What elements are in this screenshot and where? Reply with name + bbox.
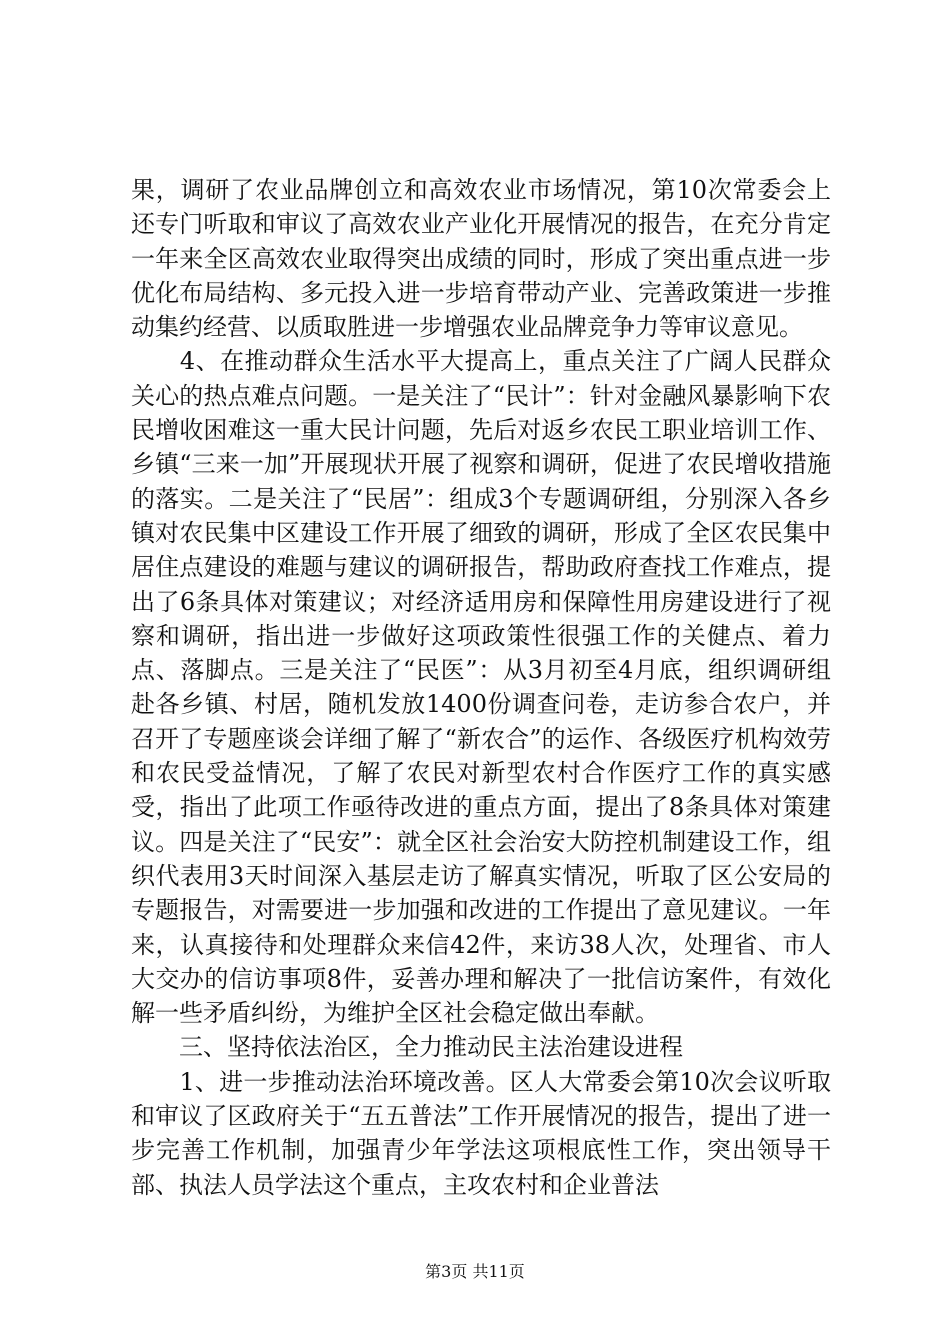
document-body bbox=[131, 173, 831, 1202]
section-heading-rule-of-law: 三、坚持依法治区，全力推动民主法治建设进程 bbox=[131, 1033, 683, 1062]
paragraph-continuation: 果，调研了农业品牌创立和高效农业市场情况，第10次常委会上还专门听取和审议了高效农业产业化开展情况的报告，在充分肯定一年来全区高效农业取得突出成绩的同时，形成了突出重点进一步优化布局结构、多元投入进一步培育带动产业、完善政策进一步推动集约经营、以质取胜进一步增强农业品牌竞争力等审议意见。 bbox=[131, 176, 831, 342]
page-footer: 第3页 共11页 bbox=[425, 1262, 525, 1281]
paragraph-legal-environment: 1、进一步推动法治环境改善。区人大常委会第10次会议听取和审议了区政府关于“五五普法”工作开展情况的报告，提出了进一步完善工作机制，加强青少年学法这项根底性工作，突出领导干部、执法人员学法这个重点，主攻农村和企业普法 bbox=[131, 1067, 831, 1199]
paragraph-people-livelihood: 4、在推动群众生活水平大提高上，重点关注了广阔人民群众关心的热点难点问题。一是关注了“民计”：针对金融风暴影响下农民增收困难这一重大民计问题，先后对返乡农民工职业培训工作、乡镇“三来一加”开展现状开展了视察和调研，促进了农民增收措施的落实。二是关注了“民居”：组成3个专题调研组，分别深入各乡镇对农民集中区建设工作开展了细致的调研，形成了全区农民集中居住点建设的难题与建议的调研报告，帮助政府查找工作难点，提出了6条具体对策建议；对经济适用房和保障性用房建设进行了视察和调研，指出进一步做好这项政策性很强工作的关健点、着力点、落脚点。三是关注了“民医”：从3月初至4月底，组织调研组赴各乡镇、村居，随机发放1400份调查问卷，走访参合农户，并召开了专题座谈会详细了解了“新农合”的运作、各级医疗机构效劳和农民受益情况，了解了农民对新型农村合作医疗工作的真实感受，指出了此项工作亟待改进的重点方面，提出了8条具体对策建议。四是关注了“民安”：就全区社会治安大防控机制建设工作，组织代表用3天时间深入基层走访了解真实情况，听取了区公安局的专题报告，对需要进一步加强和改进的工作提出了意见建议。一年来，认真接待和处理群众来信42件，来访38人次，处理省、市人大交办的信访事项8件，妥善办理和解决了一批信访案件，有效化解一些矛盾纠纷，为维护全区社会稳定做出奉献。 bbox=[131, 347, 831, 1028]
